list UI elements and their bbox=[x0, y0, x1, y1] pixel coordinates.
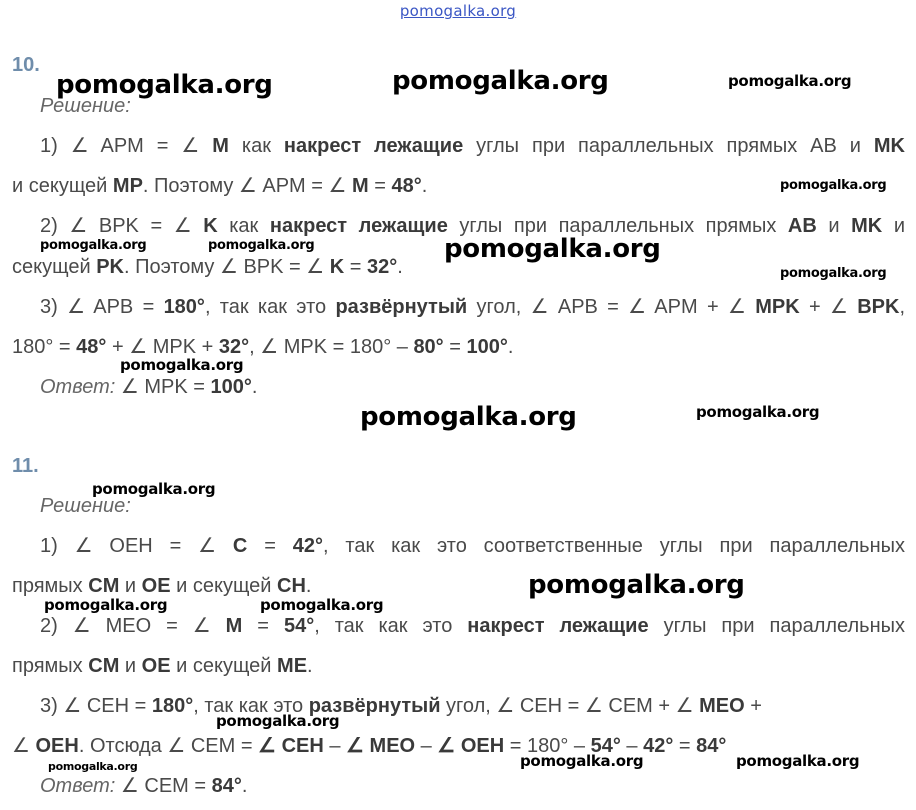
watermark: pomogalka.org bbox=[728, 72, 852, 90]
t: прямых bbox=[12, 655, 89, 677]
task-10-line-1 bbox=[40, 134, 905, 158]
b: развёрнутый bbox=[335, 296, 468, 318]
t: . Поэтому ∠ BPK = ∠ bbox=[123, 256, 330, 278]
task-11-line-2 bbox=[12, 574, 905, 598]
b: ∠ MEO bbox=[346, 735, 416, 757]
t: 3) ∠ CEH = bbox=[40, 695, 152, 717]
t: . bbox=[397, 256, 403, 278]
t: ∠ CEM = bbox=[120, 775, 212, 797]
t: + bbox=[744, 695, 762, 717]
b: 48° bbox=[76, 336, 107, 358]
watermark: pomogalka.org bbox=[208, 238, 315, 253]
watermark: pomogalka.org bbox=[216, 712, 340, 730]
b: K bbox=[203, 215, 218, 237]
t: прямых bbox=[12, 575, 89, 597]
t: . bbox=[307, 655, 313, 677]
t: . bbox=[507, 336, 514, 358]
b: 180° bbox=[163, 296, 205, 318]
t: . bbox=[241, 775, 248, 797]
t: и bbox=[119, 575, 142, 597]
b: OE bbox=[141, 575, 171, 597]
b: 54° bbox=[283, 615, 315, 637]
t: , ∠ MPK = 180° – bbox=[249, 336, 414, 358]
t: 2) ∠ BPK = ∠ bbox=[40, 215, 204, 237]
t: угол, ∠ APB = ∠ APM + ∠ bbox=[467, 296, 756, 318]
b: 42° bbox=[292, 535, 324, 557]
b: PK bbox=[96, 256, 124, 278]
t: – bbox=[415, 735, 438, 757]
b: MK bbox=[873, 135, 905, 157]
task-11-answer bbox=[40, 774, 905, 798]
t: 1) ∠ APM = ∠ bbox=[40, 135, 213, 157]
t: . Отсюда ∠ CEM = bbox=[78, 735, 259, 757]
b: C bbox=[232, 535, 248, 557]
t: , так как это bbox=[193, 695, 309, 717]
t: . Поэтому ∠ APM = ∠ bbox=[142, 175, 352, 197]
b: K bbox=[329, 256, 345, 278]
b: 32° bbox=[367, 256, 398, 278]
b: 100° bbox=[210, 376, 252, 398]
b: CM bbox=[88, 575, 120, 597]
t: = bbox=[673, 735, 697, 757]
answer-label: Ответ: bbox=[40, 775, 116, 797]
b: 80° bbox=[413, 336, 444, 358]
b: 84° bbox=[696, 735, 727, 757]
t: и bbox=[119, 655, 142, 677]
watermark: pomogalka.org bbox=[40, 238, 147, 253]
t: 180° = bbox=[12, 336, 77, 358]
t: углы при параллельных bbox=[648, 615, 906, 637]
b: ME bbox=[277, 655, 308, 677]
t: = bbox=[242, 615, 284, 637]
b: 180° bbox=[151, 695, 194, 717]
b: CH bbox=[277, 575, 306, 597]
b: OE bbox=[141, 655, 171, 677]
t: ∠ MPK = bbox=[120, 376, 211, 398]
site-link[interactable]: pomogalka.org bbox=[399, 2, 517, 20]
b: 42° bbox=[643, 735, 674, 757]
t: = bbox=[368, 175, 392, 197]
b: ∠ OEH bbox=[437, 735, 505, 757]
b: BPK bbox=[857, 296, 900, 318]
watermark: pomogalka.org bbox=[44, 596, 168, 614]
task-11-solution-label: Решение: bbox=[40, 495, 131, 517]
watermark: pomogalka.org bbox=[528, 570, 745, 600]
task-11-line-5 bbox=[40, 694, 905, 718]
b: 84° bbox=[211, 775, 242, 797]
t: , так как это bbox=[204, 296, 336, 318]
watermark: pomogalka.org bbox=[56, 70, 273, 100]
t: и bbox=[816, 215, 852, 237]
t: , так как это bbox=[314, 615, 468, 637]
b: MK bbox=[851, 215, 883, 237]
t: 1) ∠ OEH = ∠ bbox=[40, 535, 233, 557]
b: M bbox=[225, 615, 243, 637]
watermark: pomogalka.org bbox=[696, 403, 820, 421]
task-10-answer bbox=[40, 375, 905, 399]
b: 48° bbox=[391, 175, 422, 197]
watermark: pomogalka.org bbox=[48, 760, 138, 773]
answer-label: Ответ: bbox=[40, 376, 116, 398]
b: MPK bbox=[755, 296, 800, 318]
b: M bbox=[212, 135, 229, 157]
t: + ∠ MPK + bbox=[106, 336, 219, 358]
t: как bbox=[217, 215, 270, 237]
b: ∠ CEH bbox=[258, 735, 324, 757]
watermark: pomogalka.org bbox=[92, 480, 216, 498]
t: . bbox=[421, 175, 428, 197]
watermark: pomogalka.org bbox=[780, 178, 887, 193]
t: углы при параллельных прямых AB и bbox=[463, 135, 874, 157]
b: накрест лежащие bbox=[283, 135, 464, 157]
b: накрест лежащие bbox=[269, 215, 448, 237]
task-11-line-4 bbox=[12, 654, 905, 678]
t: углы при параллельных прямых bbox=[447, 215, 788, 237]
t: = bbox=[443, 336, 467, 358]
task-11-line-1 bbox=[40, 534, 905, 558]
t: = 180° – bbox=[504, 735, 591, 757]
b: 32° bbox=[218, 336, 250, 358]
t: , так как это соответственные углы при параллельных bbox=[323, 535, 906, 557]
b: накрест лежащие bbox=[467, 615, 649, 637]
task-10-line-5 bbox=[40, 295, 905, 319]
t: 3) ∠ APB = bbox=[40, 296, 164, 318]
t: , bbox=[899, 296, 905, 318]
watermark: pomogalka.org bbox=[736, 752, 860, 770]
task-10-number: 10. bbox=[12, 54, 40, 76]
watermark: pomogalka.org bbox=[444, 234, 661, 264]
b: CM bbox=[88, 655, 120, 677]
b: AB bbox=[787, 215, 817, 237]
task-10-solution-label: Решение: bbox=[40, 95, 131, 117]
b: MP bbox=[112, 175, 143, 197]
watermark: pomogalka.org bbox=[392, 66, 609, 96]
t: угол, ∠ CEH = ∠ CEM + ∠ bbox=[440, 695, 700, 717]
b: 54° bbox=[590, 735, 621, 757]
b: MEO bbox=[699, 695, 745, 717]
t: = bbox=[344, 256, 367, 278]
watermark: pomogalka.org bbox=[120, 356, 244, 374]
b: M bbox=[352, 175, 369, 197]
task-11-line-3 bbox=[40, 614, 905, 638]
t: ∠ bbox=[12, 735, 36, 757]
watermark: pomogalka.org bbox=[260, 596, 384, 614]
watermark: pomogalka.org bbox=[520, 752, 644, 770]
watermark: pomogalka.org bbox=[780, 266, 887, 281]
t: . bbox=[305, 575, 312, 597]
t: и секущей bbox=[170, 575, 278, 597]
t: и bbox=[882, 215, 905, 237]
watermark: pomogalka.org bbox=[360, 402, 577, 432]
t: . bbox=[251, 376, 258, 398]
task-11-number: 11. bbox=[12, 455, 39, 477]
task-10-line-2 bbox=[12, 174, 905, 198]
t: + ∠ bbox=[799, 296, 858, 318]
t: – bbox=[323, 735, 347, 757]
t: секущей bbox=[12, 256, 97, 278]
b: 100° bbox=[466, 336, 508, 358]
t: как bbox=[228, 135, 284, 157]
t: = bbox=[247, 535, 293, 557]
t: – bbox=[620, 735, 644, 757]
t: и секущей bbox=[12, 175, 113, 197]
b: развёрнутый bbox=[308, 695, 441, 717]
t: и секущей bbox=[170, 655, 278, 677]
b: OEH bbox=[35, 735, 79, 757]
t: 2) ∠ MEO = ∠ bbox=[40, 615, 226, 637]
